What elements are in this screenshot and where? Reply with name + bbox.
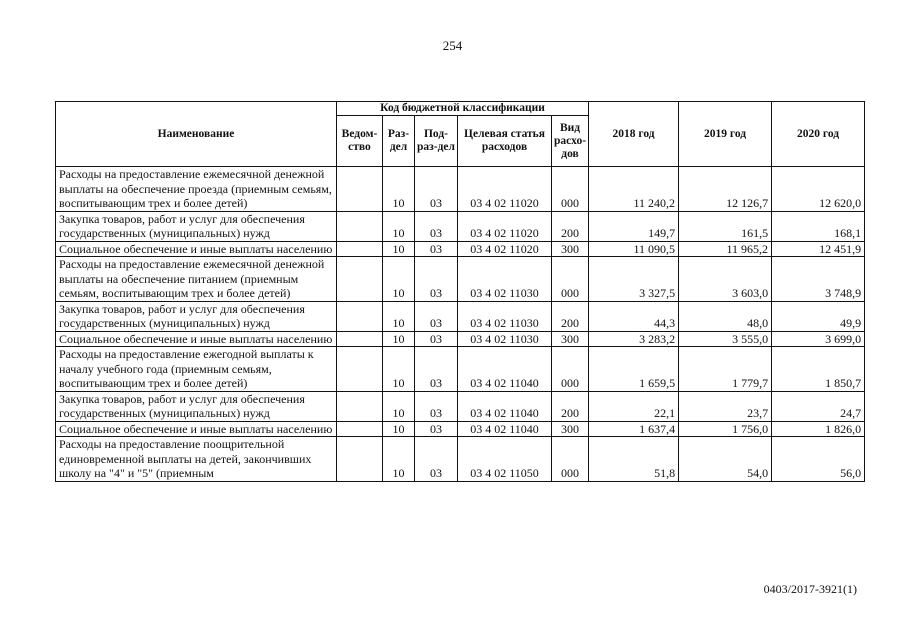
cell-2019: 23,7 xyxy=(679,391,772,421)
document-code: 0403/2017-3921(1) xyxy=(763,582,857,596)
cell-2018: 149,7 xyxy=(589,211,679,241)
cell-2020: 49,9 xyxy=(772,301,865,331)
cell-2019: 54,0 xyxy=(679,437,772,482)
cell-name: Закупка товаров, работ и услуг для обеспечения государственных (муниципальных) нужд xyxy=(56,211,337,241)
cell-vedomstvo xyxy=(337,257,383,302)
cell-2019: 11 965,2 xyxy=(679,241,772,257)
cell-razdel: 10 xyxy=(383,211,415,241)
cell-name: Социальное обеспечение и иные выплаты населению xyxy=(56,421,337,437)
cell-vid: 200 xyxy=(552,301,589,331)
cell-name: Расходы на предоставление ежемесячной денежной выплаты на обеспечение проезда (приемным семьям, воспитывающим трех и более детей) xyxy=(56,167,337,212)
table-row xyxy=(56,437,865,482)
header-vid: Вид расхо-дов xyxy=(552,116,589,167)
cell-name: Социальное обеспечение и иные выплаты населению xyxy=(56,331,337,347)
cell-vedomstvo xyxy=(337,331,383,347)
cell-vid: 300 xyxy=(552,421,589,437)
cell-celevaya: 03 4 02 11020 xyxy=(458,167,552,212)
table-row xyxy=(56,391,865,421)
cell-2019: 48,0 xyxy=(679,301,772,331)
cell-name: Расходы на предоставление ежегодной выплаты к началу учебного года (приемным семьям, воспитывающим трех и более детей) xyxy=(56,347,337,392)
table-row xyxy=(56,241,865,257)
cell-celevaya: 03 4 02 11030 xyxy=(458,331,552,347)
cell-name: Закупка товаров, работ и услуг для обеспечения государственных (муниципальных) нужд xyxy=(56,301,337,331)
table-row xyxy=(56,347,865,392)
table-row xyxy=(56,167,865,212)
table-row xyxy=(56,211,865,241)
cell-2019: 1 779,7 xyxy=(679,347,772,392)
cell-razdel: 10 xyxy=(383,437,415,482)
cell-2018: 44,3 xyxy=(589,301,679,331)
cell-2018: 22,1 xyxy=(589,391,679,421)
cell-vedomstvo xyxy=(337,421,383,437)
cell-podrazdel: 03 xyxy=(415,331,458,347)
header-2020: 2020 год xyxy=(772,102,865,167)
cell-2020: 12 620,0 xyxy=(772,167,865,212)
cell-vedomstvo xyxy=(337,301,383,331)
cell-2018: 3 327,5 xyxy=(589,257,679,302)
cell-celevaya: 03 4 02 11030 xyxy=(458,301,552,331)
cell-vedomstvo xyxy=(337,437,383,482)
header-vedomstvo: Ведом-ство xyxy=(337,116,383,167)
cell-2019: 3 555,0 xyxy=(679,331,772,347)
cell-razdel: 10 xyxy=(383,391,415,421)
header-razdel: Раз-дел xyxy=(383,116,415,167)
cell-2019: 161,5 xyxy=(679,211,772,241)
cell-podrazdel: 03 xyxy=(415,391,458,421)
cell-2020: 12 451,9 xyxy=(772,241,865,257)
cell-razdel: 10 xyxy=(383,301,415,331)
cell-vid: 300 xyxy=(552,241,589,257)
cell-vedomstvo xyxy=(337,211,383,241)
cell-celevaya: 03 4 02 11040 xyxy=(458,421,552,437)
budget-table xyxy=(55,101,865,482)
cell-2018: 51,8 xyxy=(589,437,679,482)
cell-name: Закупка товаров, работ и услуг для обеспечения государственных (муниципальных) нужд xyxy=(56,391,337,421)
cell-celevaya: 03 4 02 11030 xyxy=(458,257,552,302)
cell-celevaya: 03 4 02 11040 xyxy=(458,347,552,392)
cell-2019: 12 126,7 xyxy=(679,167,772,212)
cell-celevaya: 03 4 02 11020 xyxy=(458,241,552,257)
cell-podrazdel: 03 xyxy=(415,437,458,482)
cell-vid: 300 xyxy=(552,331,589,347)
cell-razdel: 10 xyxy=(383,257,415,302)
table-body xyxy=(56,167,865,482)
header-celevaya: Целевая статья расходов xyxy=(458,116,552,167)
page-number: 254 xyxy=(442,38,463,53)
cell-vid: 200 xyxy=(552,391,589,421)
cell-2020: 56,0 xyxy=(772,437,865,482)
cell-vid: 200 xyxy=(552,211,589,241)
cell-2018: 1 637,4 xyxy=(589,421,679,437)
cell-2020: 3 748,9 xyxy=(772,257,865,302)
table-row xyxy=(56,421,865,437)
cell-celevaya: 03 4 02 11020 xyxy=(458,211,552,241)
cell-vid: 000 xyxy=(552,167,589,212)
cell-2020: 1 826,0 xyxy=(772,421,865,437)
cell-podrazdel: 03 xyxy=(415,347,458,392)
table-row xyxy=(56,301,865,331)
header-2019: 2019 год xyxy=(679,102,772,167)
cell-2019: 1 756,0 xyxy=(679,421,772,437)
cell-name: Социальное обеспечение и иные выплаты населению xyxy=(56,241,337,257)
cell-2018: 3 283,2 xyxy=(589,331,679,347)
cell-podrazdel: 03 xyxy=(415,211,458,241)
header-2018: 2018 год xyxy=(589,102,679,167)
cell-name: Расходы на предоставление поощрительной единовременной выплаты на детей, закончивших школу на "4" и "5" (приемным xyxy=(56,437,337,482)
cell-podrazdel: 03 xyxy=(415,167,458,212)
cell-2020: 3 699,0 xyxy=(772,331,865,347)
cell-celevaya: 03 4 02 11050 xyxy=(458,437,552,482)
cell-vid: 000 xyxy=(552,437,589,482)
cell-razdel: 10 xyxy=(383,331,415,347)
cell-podrazdel: 03 xyxy=(415,257,458,302)
cell-razdel: 10 xyxy=(383,241,415,257)
cell-vedomstvo xyxy=(337,347,383,392)
cell-celevaya: 03 4 02 11040 xyxy=(458,391,552,421)
cell-name: Расходы на предоставление ежемесячной денежной выплаты на обеспечение питанием (приемным семьям, воспитывающим трех и более детей) xyxy=(56,257,337,302)
cell-razdel: 10 xyxy=(383,347,415,392)
header-podrazdel: Под-раз-дел xyxy=(415,116,458,167)
cell-podrazdel: 03 xyxy=(415,421,458,437)
cell-2020: 168,1 xyxy=(772,211,865,241)
cell-podrazdel: 03 xyxy=(415,301,458,331)
cell-vid: 000 xyxy=(552,257,589,302)
table-row xyxy=(56,331,865,347)
cell-razdel: 10 xyxy=(383,421,415,437)
cell-2020: 1 850,7 xyxy=(772,347,865,392)
cell-2018: 11 090,5 xyxy=(589,241,679,257)
cell-razdel: 10 xyxy=(383,167,415,212)
header-name: Наименование xyxy=(56,102,337,167)
cell-podrazdel: 03 xyxy=(415,241,458,257)
cell-vedomstvo xyxy=(337,167,383,212)
table-row xyxy=(56,257,865,302)
header-kbk: Код бюджетной классификации xyxy=(337,102,589,116)
cell-2018: 1 659,5 xyxy=(589,347,679,392)
cell-vedomstvo xyxy=(337,241,383,257)
cell-2020: 24,7 xyxy=(772,391,865,421)
cell-vid: 000 xyxy=(552,347,589,392)
cell-2019: 3 603,0 xyxy=(679,257,772,302)
cell-vedomstvo xyxy=(337,391,383,421)
cell-2018: 11 240,2 xyxy=(589,167,679,212)
